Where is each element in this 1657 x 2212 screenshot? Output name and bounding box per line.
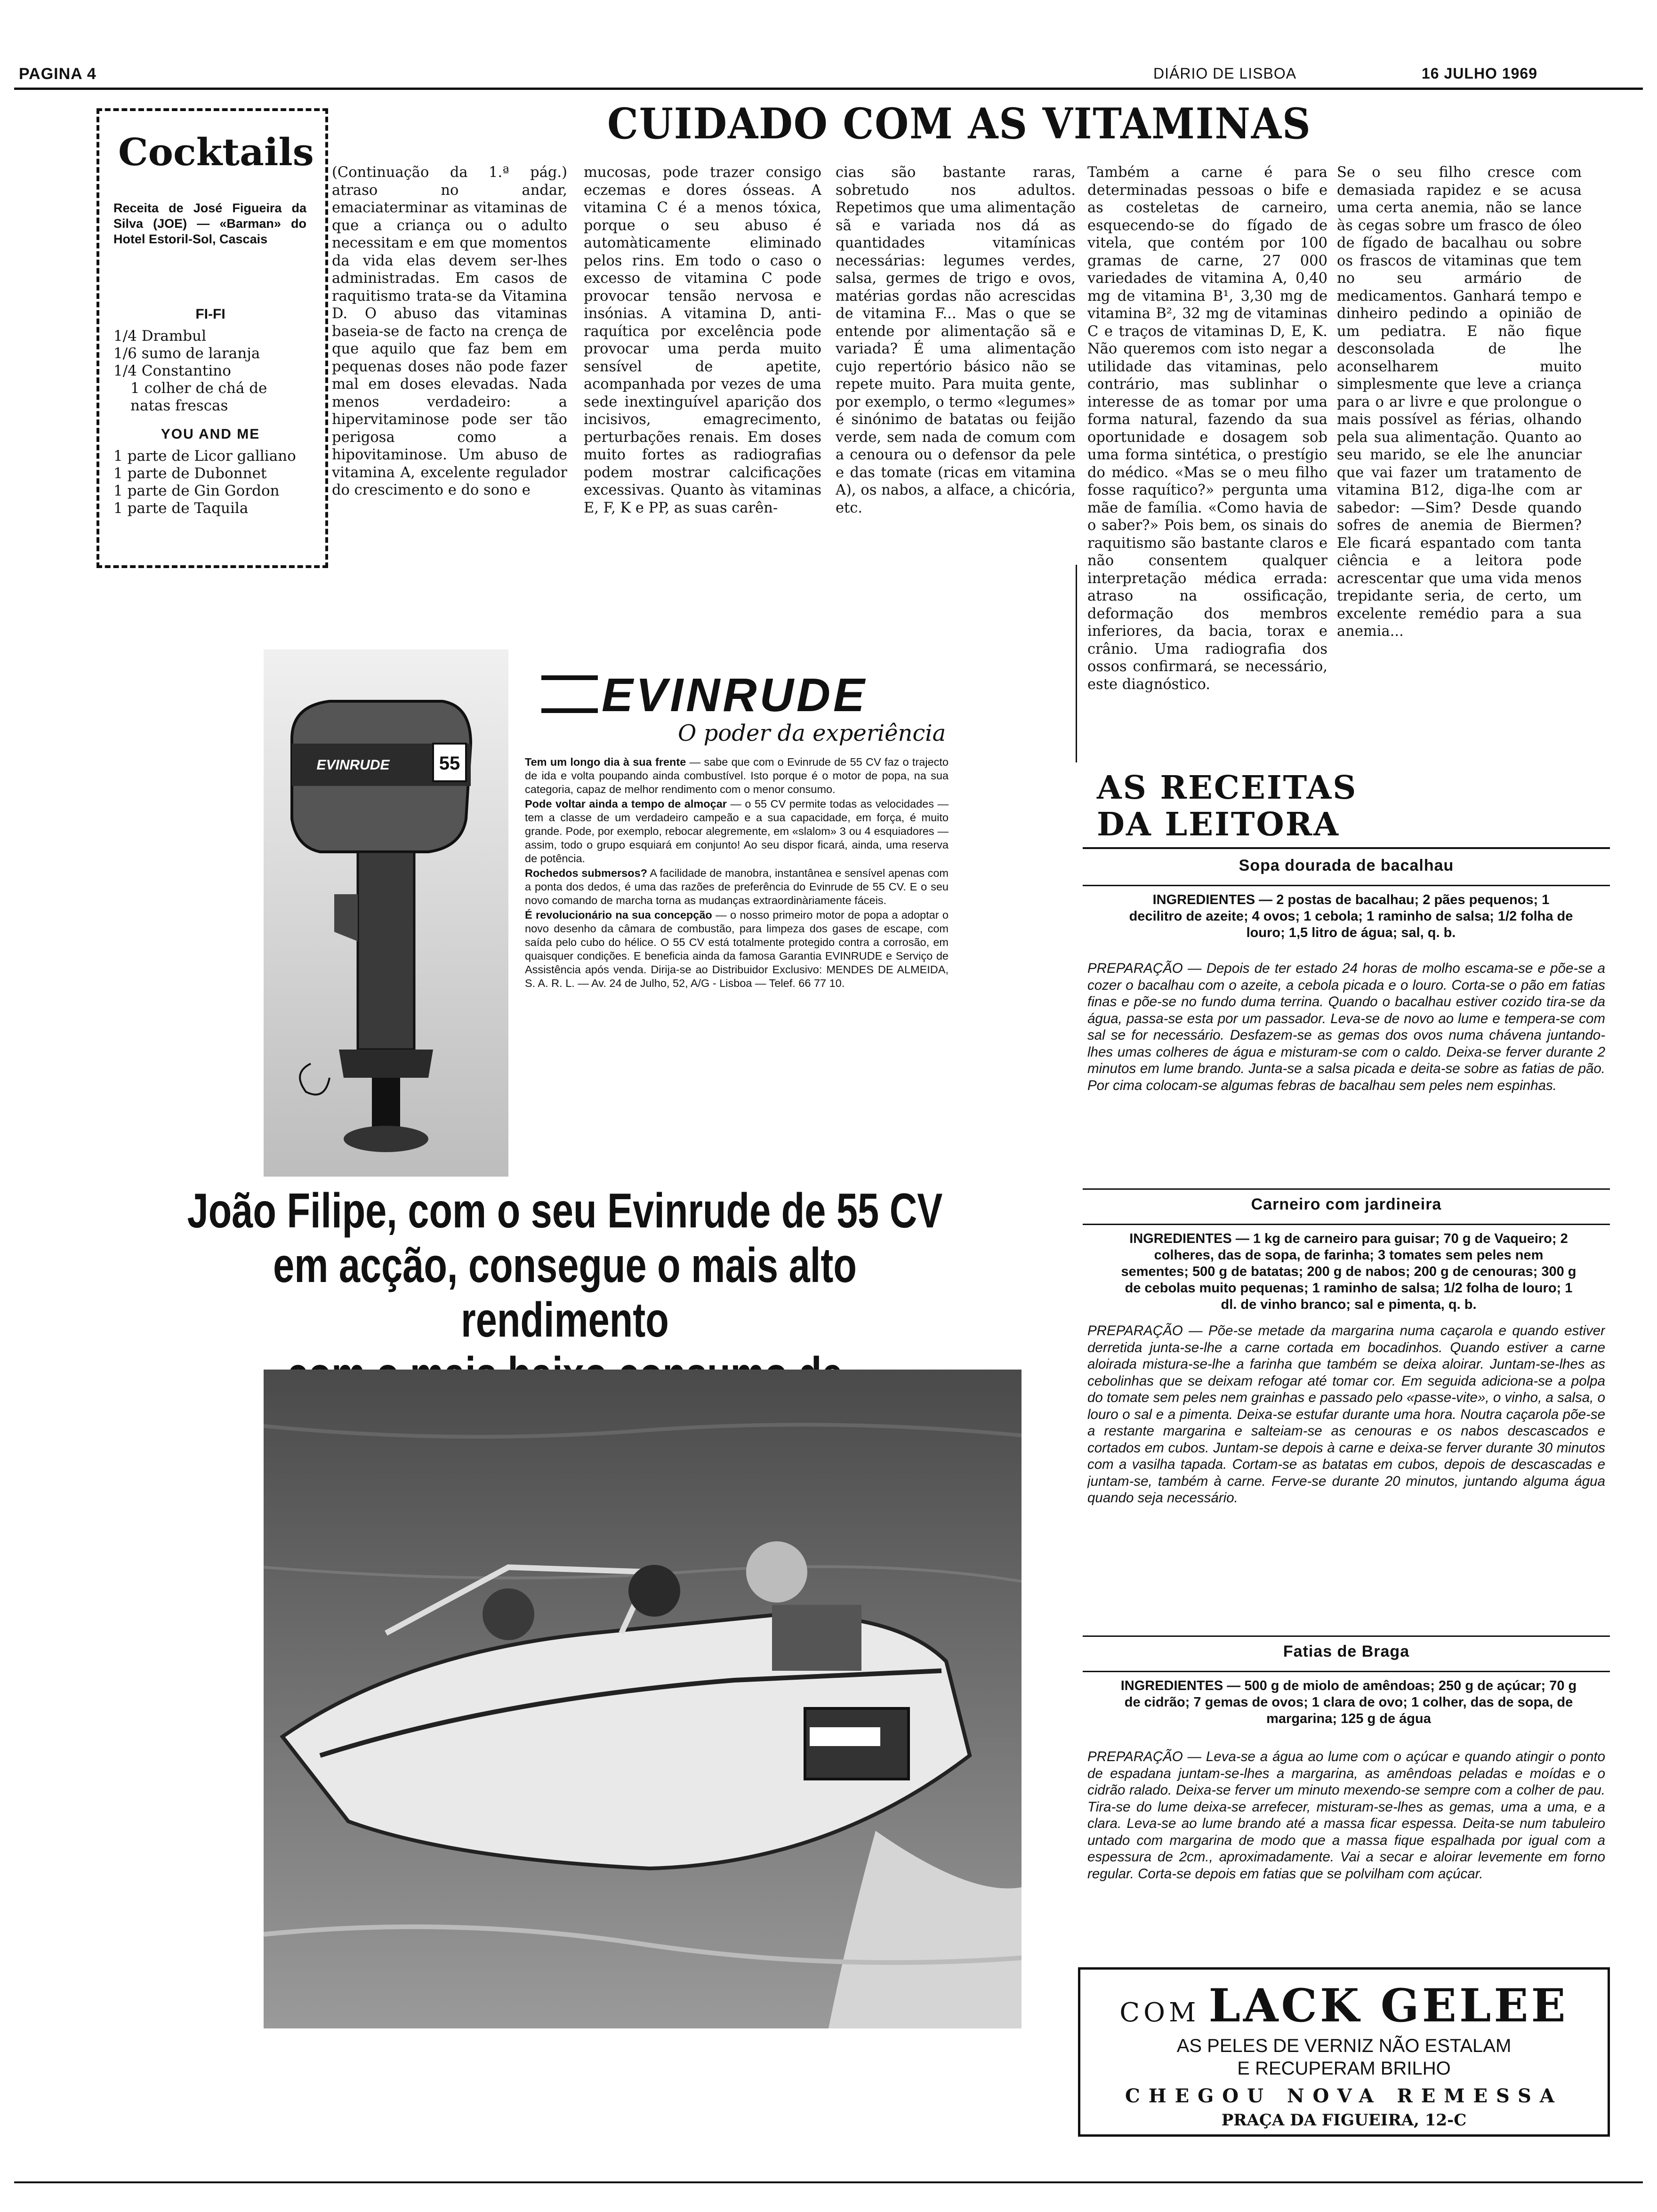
newspaper-name: DIÁRIO DE LISBOA — [1153, 65, 1297, 82]
recipe-rule — [1083, 1635, 1610, 1637]
ad-paragraph: É revolucionário na sua concepção — o nosso primeiro motor de popa a adoptar o novo desenho da câmara de combustão, para limpeza dos gases de escape, com saída pelo cubo do hélice. O 55 CV está totalmente protegido contra a corrosão, em quaisquer condições. E beneficia ainda da famosa Garantia EVINRUDE e Serviço de Assistência após venda. Dirija-se ao Distribuidor Exclusivo: MENDES DE ALMEIDA, S. A. R. L. — Av. 24 de Julho, 52, A/G - Lisboa — Telef. 66 77 10. — [525, 909, 949, 989]
recipe-rule — [1083, 885, 1610, 886]
ad-copy — [525, 755, 949, 991]
page-number: PAGINA 4 — [19, 65, 97, 83]
headline-line: em acção, consegue o mais alto rendimento — [273, 1238, 857, 1347]
recipe-line: 1 parte de Gin Gordon — [113, 482, 280, 499]
article-column: Se o seu filho cresce com demasiada rapidez e se acusa uma certa anemia, não se lance às cegas sobre um frasco de óleo de fígado de bacalhau ou sobre os frascos de vitaminas que tem no seu armário de medicamentos. Ganhará tempo e dinheiro pedindo a opinião de um pediatra. E não fique desconsolada de lhe aconselharem muito simplesmente que leve a criança para o ar livre e que prolongue o mais possível as férias, olhando pela sua alimentação. Quanto ao seu marido, se ele lhe anunciar que vai fazer um tratamento de vitamina B12, diga-lhe com ar sabedor: —Sim? Desde quando sofres de anemia de Biermen? Ele ficará espantado com tanta ciência e a leitora pode acrescentar que uma vida menos trepidante seria, de certo, um excelente remédio para a sua anemia... — [1337, 164, 1582, 640]
logo-stripes-icon — [541, 675, 598, 713]
issue-date: 16 JULHO 1969 — [1422, 65, 1538, 82]
evinrude-logo — [541, 668, 868, 722]
outboard-engine-image — [264, 649, 508, 1177]
recipe-line: 1 colher de chá de natas frescas — [130, 380, 267, 414]
engine-hp-label: 55 — [439, 753, 460, 774]
cocktails-title: Cocktails — [118, 130, 314, 174]
recipe-rule — [1083, 1224, 1610, 1225]
article-column: cias são bastante raras, sobretudo nos adultos. Repetimos que uma alimentação sã e variada nos dá as quantidades vitamínicas necessárias: legumes verdes, salsa, germes de trigo e ovos, matérias gordas não acrescidas de vitamina F... Mas o que se entende por alimentação sã e variada? É uma alimentação cujo repertório básico não se repete muito. Para muita gente, por exemplo, o termo «legumes» é sinónimo de batatas ou feijão verde, sem nada de comum com a cenoura ou o defensor da pele e das tomate (ricas em vitamina A), os nabos, a alface, a chicória, etc. — [836, 164, 1076, 516]
outboard-engine-illustration — [264, 649, 508, 1177]
engine-brand-label: EVINRUDE — [316, 757, 390, 773]
recipe-title: Sopa dourada de bacalhau — [1239, 857, 1454, 874]
header-rule — [14, 88, 1643, 90]
recipe-title: Carneiro com jardineira — [1251, 1195, 1442, 1213]
lack-gelee-ad — [1078, 1967, 1610, 2137]
recipe-ingredients: INGREDIENTES — 500 g de miolo de amêndoas; 250 g de açúcar; 70 g de cidrão; 7 gemas de ovos; 1 clara de ovo; 1 colher, das de sopa, de margarina; 125 g de água — [1120, 1678, 1577, 1726]
ad-line: AS PELES DE VERNIZ NÃO ESTALAM — [1176, 2036, 1512, 2056]
recipes-top-rule — [1083, 847, 1610, 849]
recipe-title: Fatias de Braga — [1283, 1643, 1410, 1660]
brand-name: EVINRUDE — [602, 669, 868, 721]
drink-recipe — [113, 448, 311, 517]
cocktails-credit: Receita de José Figueira da Silva (JOE) — «Barman» do Hotel Estoril-Sol, Cascais — [113, 201, 306, 246]
article-column: mucosas, pode trazer consigo eczemas e dores ósseas. A vitamina C é a menos tóxica, porque o seu abuso é automàticamente eliminado pelos rins. Em todo o caso o excesso de vitamina C pode provocar tensão nervosa e insónias. A vitamina D, anti-raquítica por excelência pode provocar uma perda muito sensível de apetite, acompanhada por vezes de uma sede inextinguível aparição dos incisivos, emagrecimento, perturbações renais. Em doses muito fortes as radiografias podem mostrar calcificações excessivas. Quanto às vitaminas E, F, K e PP, as suas carên- — [584, 164, 821, 516]
headline-line: João Filipe, com o seu Evinrude de 55 CV — [187, 1184, 943, 1238]
recipe-line: 1/6 sumo de laranja — [113, 345, 260, 362]
recipe-line: 1 parte de Licor galliano — [113, 448, 296, 465]
recipe-ingredients: INGREDIENTES — 2 postas de bacalhau; 2 pães pequenos; 1 decilitro de azeite; 4 ovos; 1 cebola; 1 raminho de salsa; 1/2 folha de louro; 1,5 litro de água; sal, q. b. — [1129, 892, 1573, 940]
ad-paragraph: Tem um longo dia à sua frente — sabe que com o Evinrude de 55 CV faz o trajecto de ida e volta poupando ainda combustível. Isto porque é o motor de popa, na sua categoria, capaz de melhor rendimento com o menor consumo. — [525, 756, 949, 795]
recipe-line: 1 parte de Taquila — [113, 500, 249, 517]
drink-recipe — [113, 328, 311, 415]
recipe-preparation: PREPARAÇÃO — Leva-se a água ao lume com o açúcar e quando atingir o ponto de espadana juntam-se-lhes a margarina, as amêndoas peladas e moídas e o cidrão ralado. Deixa-se ferver um minuto mexendo-se sempre com a colher de pau. Tira-se do lume deixa-se arrefecer, misturam-se-lhes as gemas, uma a uma, e a clara. Leva-se ao lume brando até a massa ficar espessa. Deita-se num tabuleiro untado com margarina de modo que a massa fique espalhada por igual com a espessura de 2cm., aproximadamente. Vai a secar e aloirar levemente em forno regular. Corta-se depois em fatias que se polvilham com açúcar. — [1087, 1749, 1605, 1882]
recipe-preparation: PREPARAÇÃO — Põe-se metade da margarina numa caçarola e quando estiver derretida junta-se-lhe a carne cortada em bocadinhos. Quando estiver a carne aloirada mistura-se-lhe a farinha que também se deixa aloirar. Juntam-se-lhes as cebolinhas que se deixam refogar até tomar cor. Em seguida adiciona-se a polpa do tomate sem peles nem grainhas e passado pelo «passe-vite», o vinho, a salsa, o louro o sal e a pimenta. Deixa-se estufar durante uma hora. Noutra caçarola põe-se a restante margarina e salteiam-se as cenouras e os nabos descascados e cortados em cubos. Juntam-se depois à carne e deixa-se ferver durante 30 minutos com a vasilha tapada. Cortam-se as batatas em cubos, depois de descascadas e juntam-se, também à carne. Ferve-se durante 20 minutos, juntando alguma água quando seja necessário. — [1087, 1323, 1605, 1506]
article-column: Também a carne é para determinadas pessoas o bife e as costeletas de carneiro, esquecendo-se do fígado de vitela, que contém por 100 gramas de carne, 27 000 variedades de vitamina A, 0,40 mg de vitamina B¹, 3,30 mg de vitamina B², 32 mg de vitaminas C e traços de vitaminas D, E, K. Não queremos com isto negar a utilidade das vitaminas, pelo contrário, mas sublinhar o interesse de as tomar por uma forma natural, fazendo da sua oportunidade e dosagem sob uma forma sintética, o prestígio do médico. «Mas se o meu filho fosse raquítico?» pergunta uma mãe de família. «Como havia de o saber?» Pois bem, os sinais do raquitismo são bastante claros e não consentem qualquer interpretação médica errada: atraso na ossificação, deformação dos membros inferiores, da bacia, torax e crânio. Uma radiografia dos ossos confirmará, se necessário, este diagnóstico. — [1087, 164, 1327, 693]
evinrude-ad — [264, 649, 956, 1205]
recipe-line: 1/4 Drambul — [113, 328, 207, 345]
recipe-ingredients: INGREDIENTES — 1 kg de carneiro para guisar; 70 g de Vaqueiro; 2 colheres, das de sopa, de farinha; 3 tomates sem peles nem sementes; 500 g de batatas; 200 g de nabos; 200 g de cenouras; 300 g de cebolas muito pequenas; 1 raminho de salsa; 1/2 folha de louro; 1 dl. de vinho branco; sal e pimenta, q. b. — [1121, 1231, 1577, 1312]
ad-line: COM LACK GELEE — [1119, 1979, 1569, 2032]
boat-photo-illustration — [264, 1370, 1022, 2028]
drink-name: YOU AND ME — [161, 426, 260, 442]
recipe-rule — [1083, 1671, 1610, 1672]
ad-paragraph: Rochedos submersos? A facilidade de manobra, instantânea e sensível apenas com a ponta dos dedos, é uma das razões de preferência do Evinrude de 55 CV. E o seu novo comando de marcha torna as mudanças extraordinàriamente fáceis. — [525, 867, 949, 906]
column-divider — [1076, 565, 1077, 762]
ad-line: E RECUPERAM BRILHO — [1237, 2058, 1451, 2079]
cocktails-box — [97, 108, 328, 568]
recipes-section-title: AS RECEITAS DA LEITORA — [1097, 769, 1358, 843]
article-title: CUIDADO COM AS VITAMINAS — [607, 99, 1311, 149]
drink-name: FI-FI — [195, 306, 225, 322]
bottom-rule — [14, 2181, 1643, 2183]
ad-tagline: O poder da experiência — [678, 720, 946, 746]
ad-line: PRAÇA DA FIGUEIRA, 12-C — [1221, 2111, 1467, 2130]
recipe-line: 1/4 Constantino — [113, 362, 231, 379]
recipe-preparation: PREPARAÇÃO — Depois de ter estado 24 horas de molho escama-se e põe-se a cozer o bacalhau com o azeite, a cebola picada e o louro. Corta-se o pão em fatias finas e põe-se no fundo duma terrina. Quando o bacalhau estiver cozido tira-se da água, passa-se esta por um passador. Leva-se de novo ao lume e tempera-se com sal se for necessário. Desfazem-se as gemas dos ovos numa chávena juntando-lhes umas colheres de água e misturam-se com o caldo. Deixa-se ferver durante 2 minutos em lume brando. Junta-se a salsa picada e deita-se sobre as fatias de pão. Por cima colocam-se algumas febras de bacalhau sem peles nem espinhas. — [1087, 961, 1605, 1093]
ad-paragraph: Pode voltar ainda a tempo de almoçar — o 55 CV permite todas as velocidades — tem a classe de um verdadeiro campeão e a sua capacidade, em força, é muito grande. Pode, por exemplo, rebocar alegremente, em «slalom» 3 ou 4 esquiadores — assim, todo o grupo esquiará em conjunto! Ao seu dispor ficará, ainda, uma reserva de potência. — [525, 798, 949, 865]
ad-line: CHEGOU NOVA REMESSA — [1125, 2085, 1563, 2107]
article-column: (Continuação da 1.ª pág.) atraso no andar, emaciaterminar as vitaminas de que a criança ou o adulto necessitam e em que momentos da vida elas devem ser-lhes administradas. Em casos de raquitismo trata-se da Vitamina D. O abuso das vitaminas baseia-se de facto na crença de que aquilo que faz bem em pequenas doses não pode fazer mal em doses elevadas. Nada menos verdadeiro: a hipervitaminose pode ser tão perigosa como a hipovitaminose. Um abuso de vitamina A, excelente regulador do crescimento e do sono e — [332, 164, 567, 498]
recipe-line: 1 parte de Dubonnet — [113, 465, 267, 482]
boat-photo — [264, 1370, 1022, 2028]
recipe-rule — [1083, 1188, 1610, 1190]
